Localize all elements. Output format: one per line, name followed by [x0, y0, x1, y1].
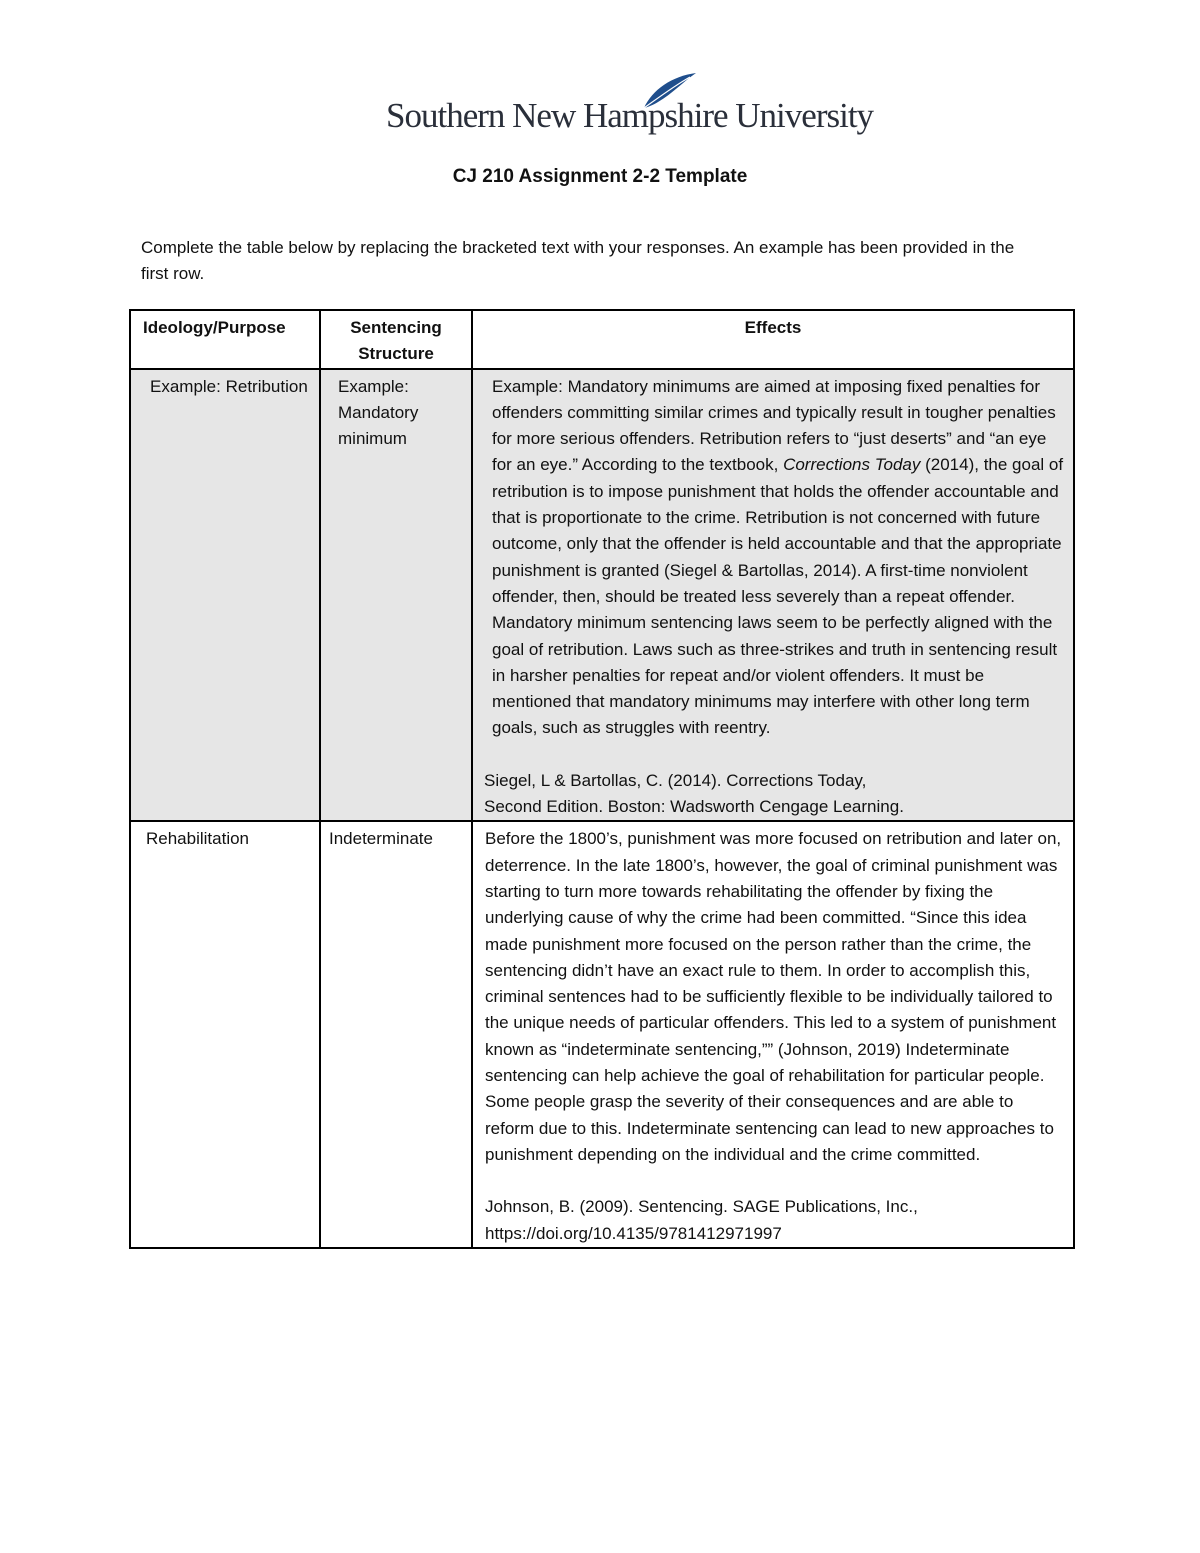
effects-paragraph: Before the 1800’s, punishment was more focused on retribution and later on, deterrence. In the late 1800’s, however, the goal of criminal punishment was starting to turn more towards rehabilitating the offender by fixing the underlying cause of why the crime had been committed. “Since this idea made punishment more focused on the person rather than the crime, the sentencing didn’t have an exact rule to them. In order to accomplish this, criminal sentences had to be sufficiently flexible to be individually tailored to the unique needs of particular offenders. This led to a system of punishment known as “indeterminate sentencing,”” (Johnson, 2019) Indeterminate sentencing can help achieve the goal of rehabilitation for particular people. Some people grasp the severity of their consequences and are able to reform due to this. Indeterminate sentencing can lead to new approaches to punishment depending on the individual and the crime committed.: [485, 829, 1062, 1164]
sentencing-table: [129, 309, 1075, 1249]
reference-line-1: Johnson, B. (2009). Sentencing. SAGE Publications, Inc.,: [485, 1197, 918, 1217]
logo-wordmark: Southern New Hampshire University: [386, 96, 874, 135]
reference-citation: [485, 1194, 1065, 1247]
cell-structure-text: Indeterminate: [329, 829, 433, 849]
cell-ideology-text: Rehabilitation: [146, 829, 250, 849]
header-effects: Effects: [472, 310, 1074, 369]
quill-leaf-icon: [638, 72, 698, 112]
document-title: CJ 210 Assignment 2-2 Template: [452, 166, 748, 187]
cell-structure: [320, 821, 472, 1247]
effects-text-start: Example: Mandatory minimums are aimed at imposing fixed penalties for offenders committing similar crimes and typically result in tougher penalties for more serious offenders. Retribution refers to “just deserts” and “an eye for an eye.” According to the textbook,: [492, 376, 1056, 475]
reference-line-2: Second Edition. Boston: Wadsworth Cengage Learning.: [484, 797, 904, 817]
cell-ideology: [130, 821, 320, 1247]
effects-text-end: (2014), the goal of retribution is to impose punishment that holds the offender accountable and that is proportionate to the crime. Retribution is not concerned with future outcome, only that the offender is held accountable and that the appropriate punishment is granted (Siegel & Bartollas, 2014). A first-time nonviolent offender, then, should be treated less severely than a repeat offender. Mandatory minimum sentencing laws seem to be perfectly aligned with the goal of retribution. Laws such as three-strikes and truth in sentencing result in harsher penalties for repeat and/or violent offenders. It must be mentioned that mandatory minimums may interfere with other long term goals, such as struggles with reentry.: [492, 455, 1064, 738]
table-row: [130, 369, 1074, 822]
header-sentencing-structure: Sentencing Structure: [320, 310, 472, 369]
university-logo: [386, 72, 874, 142]
cell-ideology-text: Example: Retribution: [150, 376, 308, 396]
cell-effects: [472, 821, 1074, 1247]
cell-structure-text: Example: Mandatory minimum: [338, 376, 419, 449]
effects-book-title: Corrections Today: [783, 455, 921, 475]
table-row: [130, 821, 1074, 1247]
cell-ideology: [130, 369, 320, 822]
cell-structure: [320, 369, 472, 822]
reference-doi-link[interactable]: https://doi.org/10.4135/9781412971997: [485, 1223, 782, 1243]
reference-citation: [484, 768, 1065, 821]
reference-line-1: Siegel, L & Bartollas, C. (2014). Corrections Today,: [484, 770, 867, 790]
cell-effects: [472, 369, 1074, 822]
table-header-row: [130, 310, 1074, 369]
header-ideology: Ideology/Purpose: [130, 310, 320, 369]
instructions-text: Complete the table below by replacing the bracketed text with your responses. An example has been provided in the first row.: [141, 238, 1015, 283]
effects-paragraph: [492, 374, 1065, 742]
